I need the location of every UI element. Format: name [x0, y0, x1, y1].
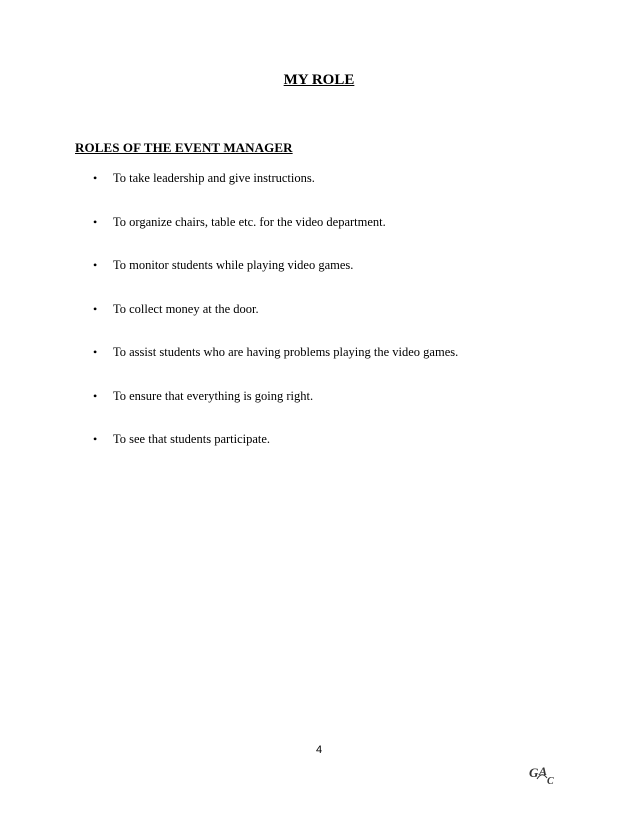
- page-title: MY ROLE: [283, 72, 355, 88]
- list-item-text: To ensure that everything is going right.: [113, 388, 314, 403]
- list-item: [93, 255, 458, 299]
- svg-text:A: A: [539, 764, 548, 778]
- bullet-icon: •: [93, 171, 98, 185]
- list-item-text: To organize chairs, table etc. for the video department.: [113, 214, 386, 229]
- bullet-icon: •: [93, 301, 98, 316]
- list-item-text: To collect money at the door.: [113, 301, 259, 316]
- bullet-icon: •: [93, 214, 98, 229]
- bullet-icon: •: [93, 432, 98, 446]
- list-item: [93, 429, 458, 473]
- bullet-icon: •: [93, 388, 98, 403]
- logo-icon: [528, 762, 560, 788]
- list-item: [93, 168, 458, 212]
- list-item: [93, 342, 458, 386]
- page-number: 4: [315, 744, 323, 756]
- list-item: [93, 386, 458, 430]
- list-item-text: To assist students who are having problems playing the video games.: [113, 345, 459, 359]
- roles-list: [93, 168, 458, 473]
- list-item-text: To take leadership and give instructions.: [113, 171, 315, 185]
- bullet-icon: •: [93, 345, 98, 359]
- svg-text:C: C: [547, 776, 554, 787]
- bullet-icon: •: [93, 258, 98, 272]
- svg-text:G: G: [529, 765, 539, 780]
- list-item-text: To see that students participate.: [113, 432, 271, 446]
- section-heading: ROLES OF THE EVENT MANAGER: [75, 140, 293, 155]
- list-item-text: To monitor students while playing video games.: [113, 258, 354, 272]
- list-item: [93, 212, 458, 256]
- list-item: [93, 299, 458, 343]
